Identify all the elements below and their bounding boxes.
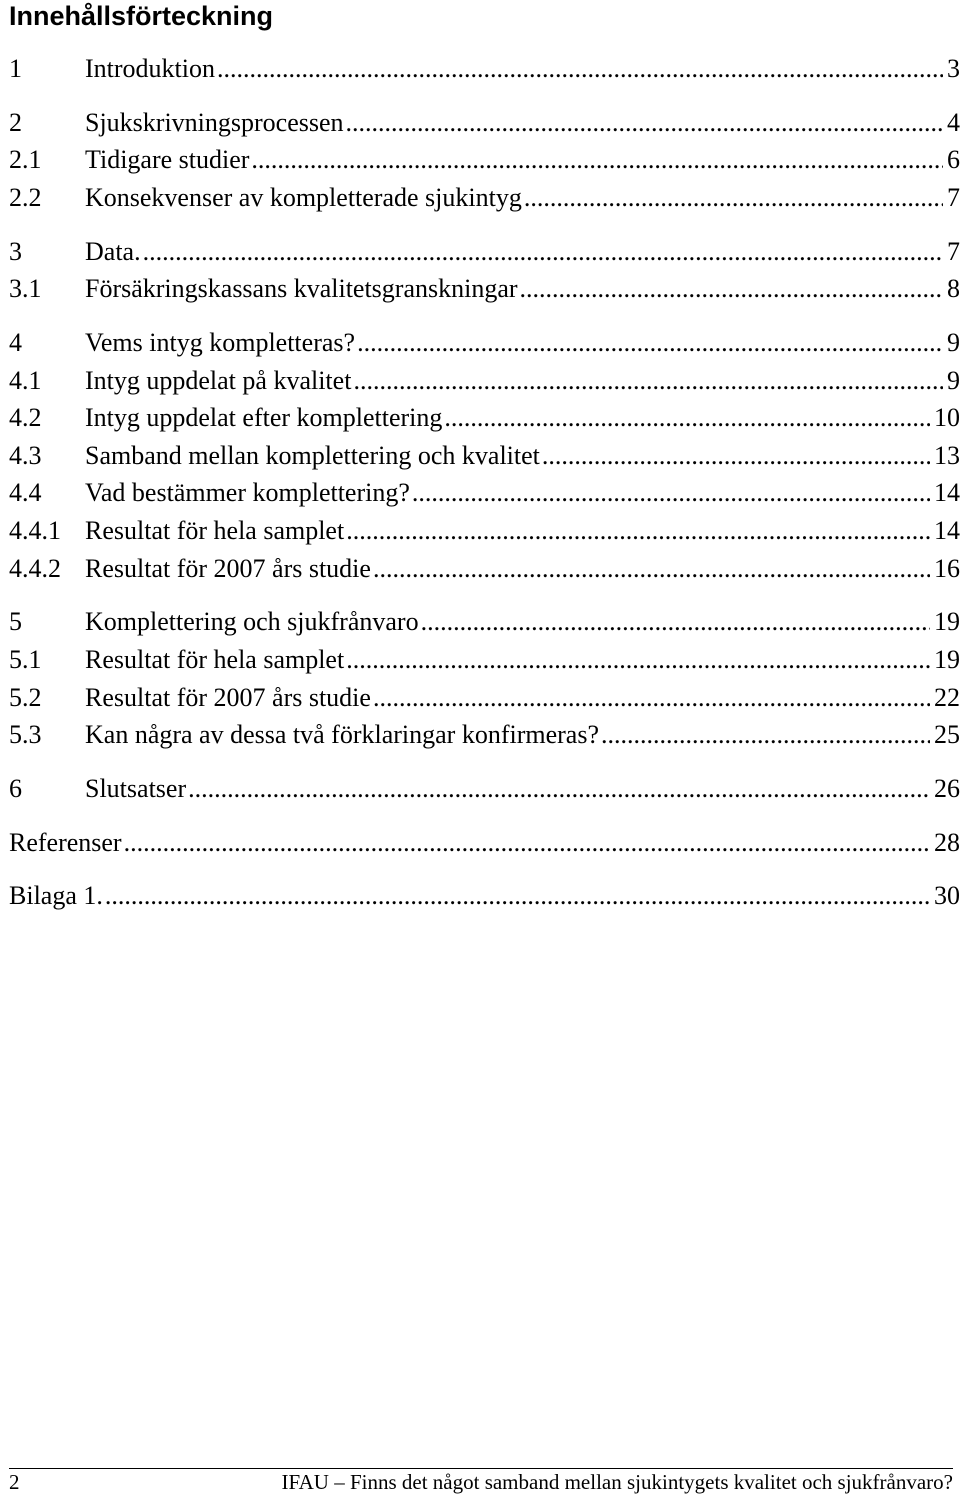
toc-entry-page: 3 [947, 54, 960, 83]
toc-dot-leader [357, 326, 943, 360]
toc-entry-page: 7 [947, 183, 960, 212]
toc-dot-leader [346, 106, 943, 140]
toc-dot-leader [346, 643, 930, 677]
toc-entry-number: 6 [9, 774, 22, 803]
toc-entry-title: Försäkringskassans kvalitetsgranskningar [85, 274, 518, 303]
toc-entry[interactable] [9, 52, 960, 86]
toc-entry-title: Vad bestämmer komplettering? [85, 478, 410, 507]
toc-entry-page: 9 [947, 328, 960, 357]
toc-entry-page: 26 [934, 774, 960, 803]
toc-dot-leader [353, 364, 943, 398]
toc-entry-page: 25 [934, 720, 960, 749]
toc-entry[interactable] [9, 181, 960, 215]
toc-dot-leader [373, 552, 930, 586]
toc-entry-number: 2.2 [9, 183, 42, 212]
toc-entry[interactable] [9, 476, 960, 510]
toc-entry-page: 13 [934, 441, 960, 470]
toc-entry-page: 7 [947, 237, 960, 266]
toc-entry-number: 4.4.1 [9, 516, 61, 545]
toc-entry-title: Resultat för 2007 års studie [85, 683, 371, 712]
toc-entry[interactable] [9, 718, 960, 752]
toc-dot-leader [188, 772, 930, 806]
toc-entry-page: 28 [934, 828, 960, 857]
toc-dot-leader [143, 235, 943, 269]
toc-dot-leader [346, 514, 930, 548]
toc-entry[interactable] [9, 272, 960, 306]
toc-dot-leader [601, 718, 930, 752]
toc-entry-title: Samband mellan komplettering och kvalitet [85, 441, 540, 470]
toc-entry-page: 22 [934, 683, 960, 712]
toc-entry-page: 10 [934, 403, 960, 432]
toc-dot-leader [444, 401, 930, 435]
toc-entry-number: 3 [9, 237, 22, 266]
toc-dot-leader [421, 605, 930, 639]
toc-entry-title: Resultat för hela samplet [85, 645, 345, 674]
toc-entry-number: 2.1 [9, 145, 42, 174]
toc-entry-page: 9 [947, 366, 960, 395]
toc-entry-number: 5.2 [9, 683, 42, 712]
toc-entry-page: 4 [947, 108, 960, 137]
toc-entry-page: 19 [934, 607, 960, 636]
toc-entry[interactable] [9, 235, 960, 269]
toc-entry-title: Vems intyg kompletteras? [85, 328, 356, 357]
toc-entry[interactable] [9, 552, 960, 586]
running-title: IFAU – Finns det något samband mellan sjukintygets kvalitet och sjukfrånvaro? [281, 1470, 953, 1494]
toc-entry-number: 4 [9, 328, 22, 357]
toc-entry[interactable] [9, 106, 960, 140]
toc-entry-title: Sjukskrivningsprocessen [85, 108, 344, 137]
toc-entry[interactable] [9, 681, 960, 715]
toc-dot-leader [217, 52, 943, 86]
toc-entry-title: Tidigare studier [85, 145, 250, 174]
toc-entry-title: Introduktion [85, 54, 215, 83]
toc-entry-title: Komplettering och sjukfrånvaro [85, 607, 419, 636]
toc-heading: Innehållsförteckning [9, 1, 274, 31]
toc-entry-page: 14 [934, 478, 960, 507]
toc-entry-title: Bilaga 1. [9, 881, 103, 910]
toc-entry-title: Kan några av dessa två förklaringar konfirmeras? [85, 720, 599, 749]
toc-entry-number: 4.4 [9, 478, 42, 507]
toc-entry-number: 5.3 [9, 720, 42, 749]
toc-entry-title: Konsekvenser av kompletterade sjukintyg [85, 183, 522, 212]
toc-entry-page: 14 [934, 516, 960, 545]
toc-entry[interactable] [9, 826, 960, 860]
toc-entry[interactable] [9, 605, 960, 639]
toc-entry[interactable] [9, 879, 960, 913]
toc-entry[interactable] [9, 364, 960, 398]
toc-entry-title: Resultat för 2007 års studie [85, 554, 371, 583]
toc-entry[interactable] [9, 772, 960, 806]
toc-entry-number: 1 [9, 54, 22, 83]
toc-dot-leader [542, 439, 930, 473]
toc-entry-title: Slutsatser [85, 774, 187, 803]
toc-entry-title: Intyg uppdelat på kvalitet [85, 366, 352, 395]
toc-entry-title: Resultat för hela samplet [85, 516, 345, 545]
toc-entry-number: 5.1 [9, 645, 42, 674]
toc-entry-page: 6 [947, 145, 960, 174]
toc-dot-leader [124, 826, 930, 860]
toc-entry-number: 5 [9, 607, 22, 636]
toc-entry-number: 2 [9, 108, 22, 137]
toc-entry[interactable] [9, 401, 960, 435]
toc-entry[interactable] [9, 643, 960, 677]
toc-dot-leader [412, 476, 930, 510]
toc-entry-page: 16 [934, 554, 960, 583]
toc-entry-title: Intyg uppdelat efter komplettering [85, 403, 443, 432]
toc-dot-leader [373, 681, 930, 715]
toc-entry[interactable] [9, 143, 960, 177]
toc-entry[interactable] [9, 514, 960, 548]
toc-entry-title: Data. [85, 237, 141, 266]
toc-entry-number: 4.1 [9, 366, 42, 395]
toc-entry-number: 4.2 [9, 403, 42, 432]
toc-entry-title: Referenser [9, 828, 122, 857]
toc-entry-page: 19 [934, 645, 960, 674]
toc-dot-leader [524, 181, 943, 215]
page-number: 2 [9, 1470, 20, 1494]
toc-entry-page: 30 [934, 881, 960, 910]
toc-entry-number: 4.3 [9, 441, 42, 470]
toc-dot-leader [520, 272, 943, 306]
page-footer [9, 1468, 953, 1495]
toc-entry-number: 4.4.2 [9, 554, 61, 583]
toc-dot-leader [251, 143, 943, 177]
toc-entry-page: 8 [947, 274, 960, 303]
toc-dot-leader [105, 879, 930, 913]
toc-entry[interactable] [9, 326, 960, 360]
toc-entry[interactable] [9, 439, 960, 473]
toc-entry-number: 3.1 [9, 274, 42, 303]
